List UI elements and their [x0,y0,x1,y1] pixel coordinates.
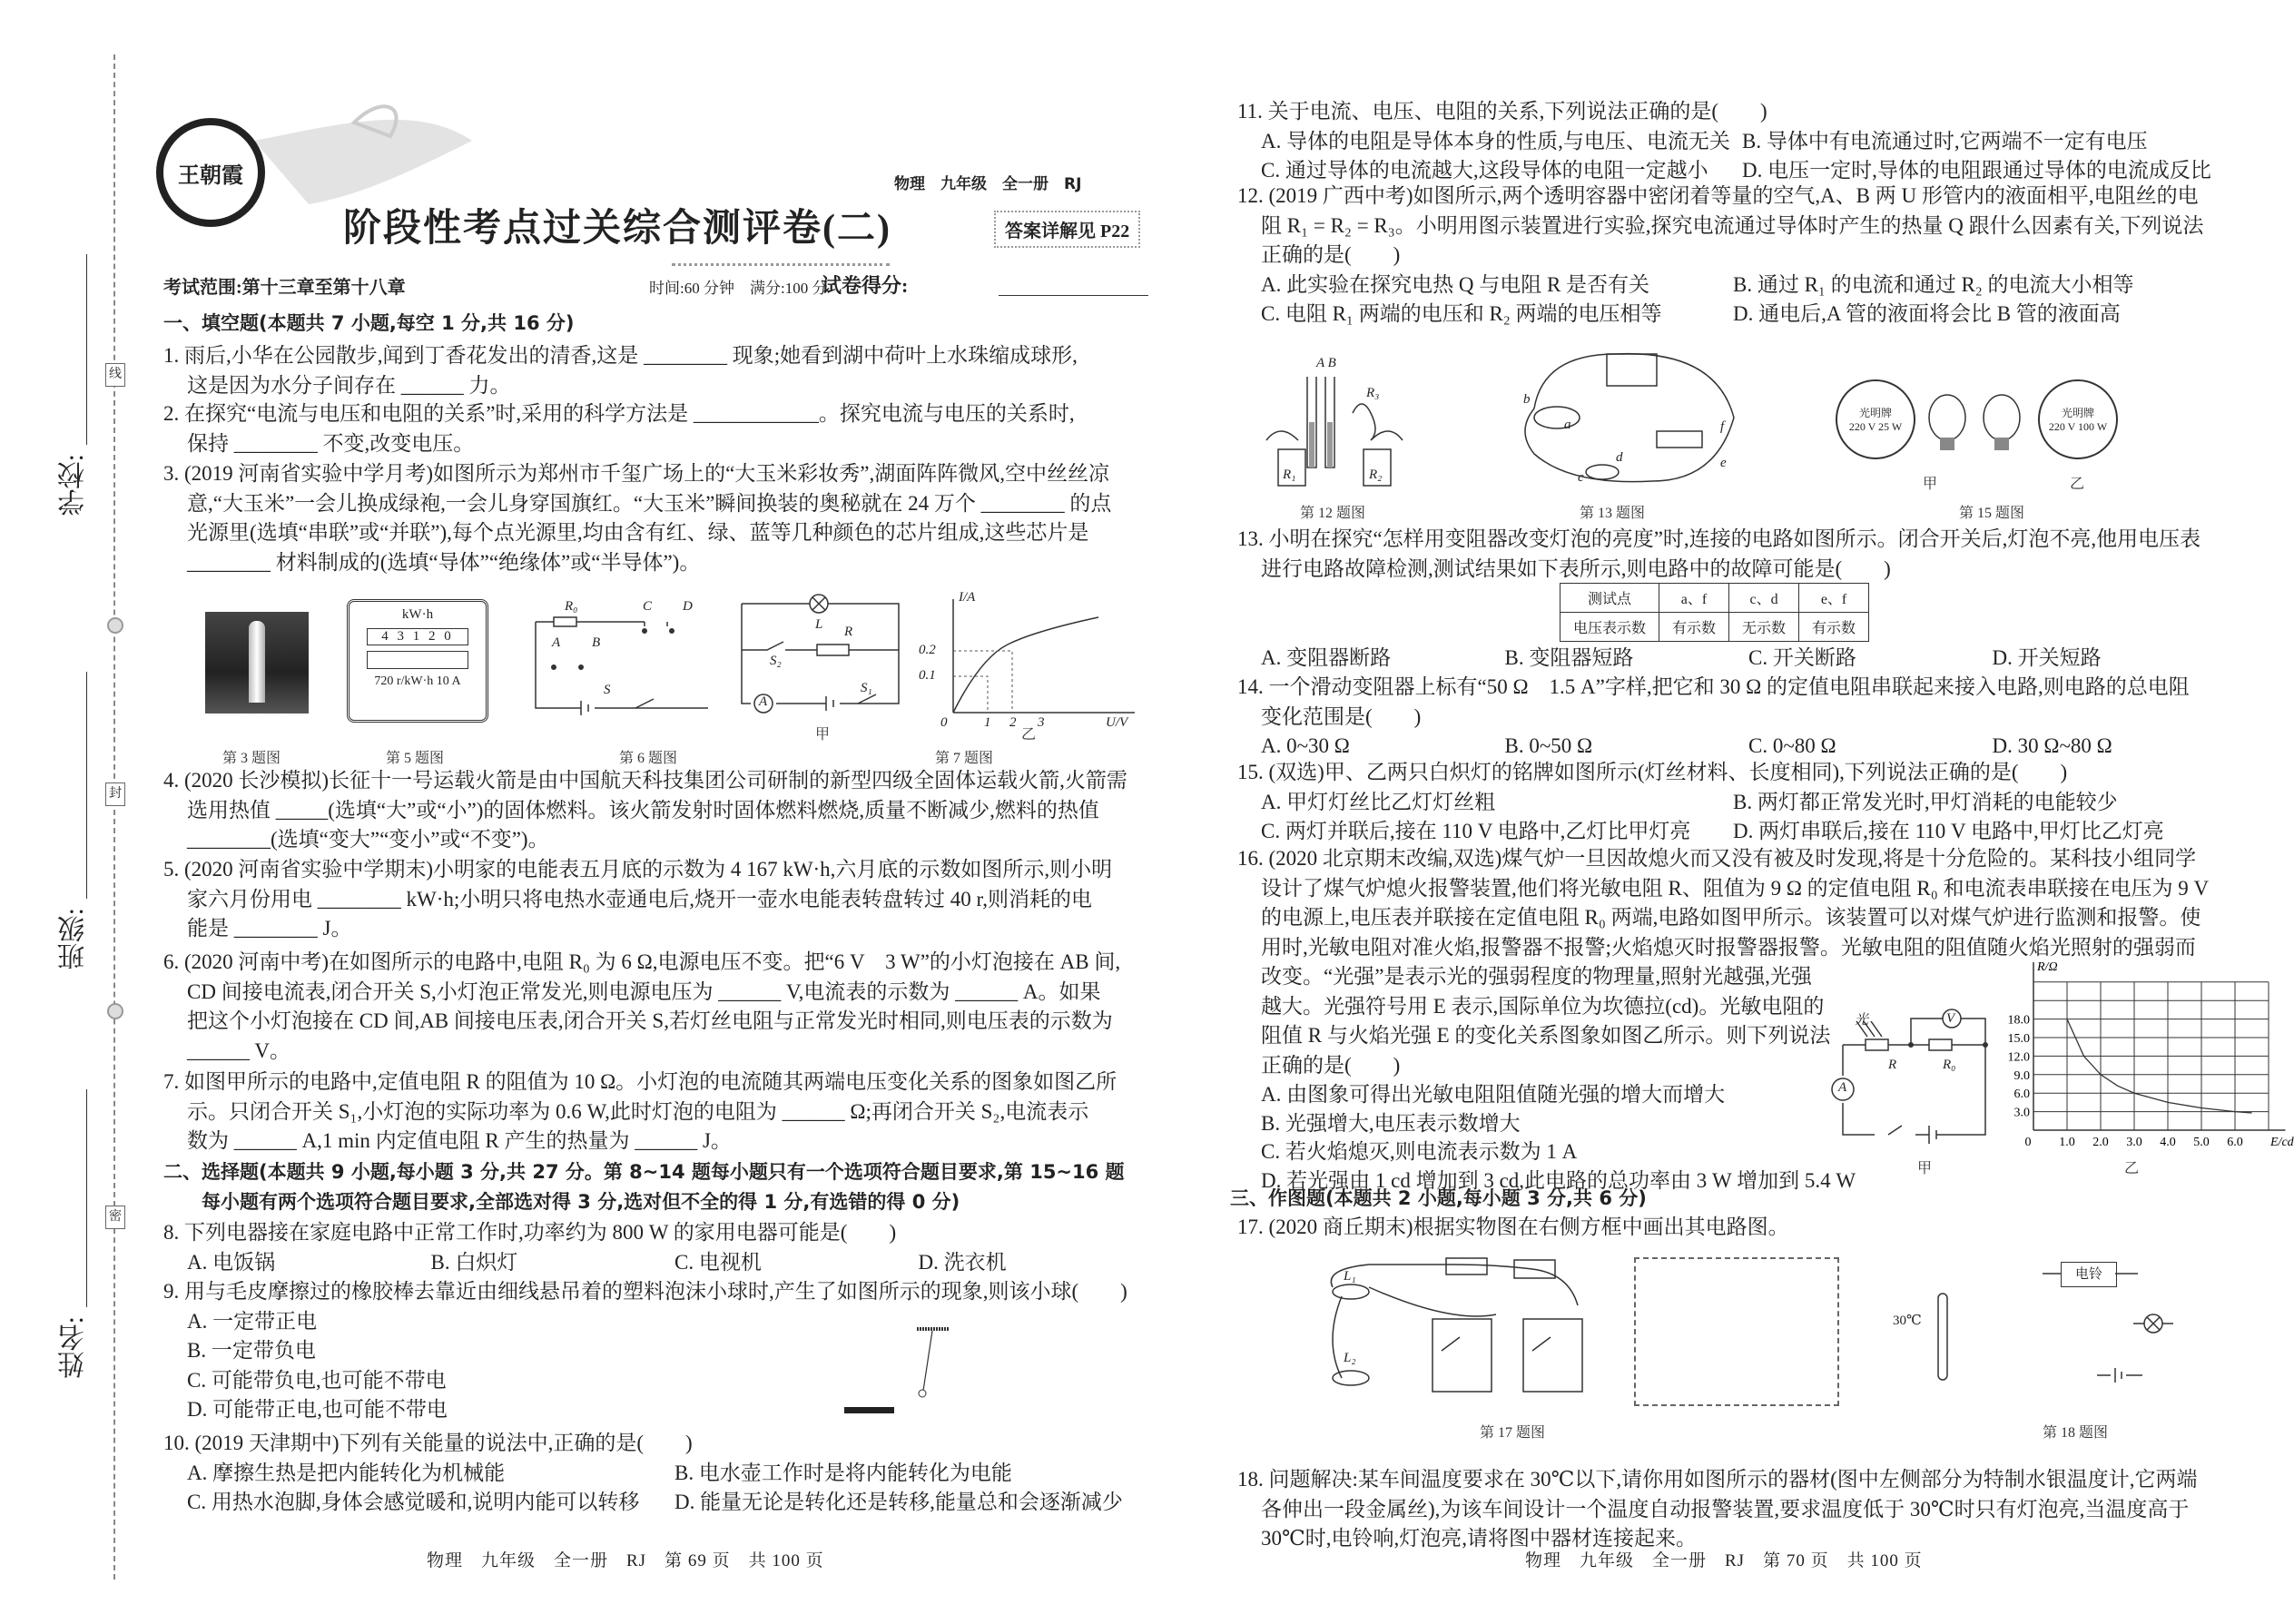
text-line: 正确的是( ) [1261,1053,1401,1077]
figure-9-pendulum [840,1327,958,1418]
graph-origin: 0 [940,715,948,730]
text-line: 10. (2019 天津期中)下列有关能量的说法中,正确的是( ) [163,1432,693,1454]
figure-13-circuit [1507,345,1752,495]
figure-12-caption: 第 12 题图 [1300,506,1366,521]
answer-option: D. 两灯串联后,接在 110 V 电路中,甲灯比乙灯亮 [1733,820,2164,842]
label-ammeter: A [759,694,768,709]
brand: 光明牌 [2061,407,2094,419]
answer-option: D. 开关短路 [1992,646,2102,669]
text-line: 意,“大玉米”一会儿换成绿袍,一会儿身穿国旗红。“大玉米”瞬间换装的奥秘就在 24 万个 ________ 的点 [187,491,1112,515]
label-a: a [1564,418,1571,432]
text-line: 阻 R₁ = R₂ = R₃。小明用图示装置进行实验,探究电流通过导体时产生的热量 Q 跟什么因素有关,下列说法 [1261,213,2204,237]
text-line: ________(选填“变大”“变小”或“不变”)。 [187,828,549,851]
answer-option: D. 可能带正电,也可能不带电 [187,1398,448,1421]
label-s2: S₂ [770,654,782,668]
x-tick-label: 0 [2024,1136,2032,1149]
answer-option: C. 两灯并联后,接在 110 V 电路中,乙灯比甲灯亮 [1261,820,1691,842]
text-line: CD 间接电流表,闭合开关 S,小灯泡正常发光,则电源电压为 ______ V,电流表的示数为 ______ A。如果 [187,979,1101,1003]
question-8-stem [163,1218,1162,1248]
binding-line [113,54,115,1580]
label-d: D [683,599,693,614]
graph-ytick: 0.2 [919,643,936,657]
subject-tags: 物理 九年级 全一册 RJ [894,175,1082,193]
binding-hole-icon [107,1003,123,1019]
x-tick-label: 3.0 [2126,1136,2142,1149]
text-line: 家六月份用电 ________ kW·h;小明只将电热水壶通电后,烧开一壶水电能表转盘转过 40 r,则消耗的电 [187,887,1092,910]
meter-spec: 720 r/kW·h 10 A [374,674,461,688]
text-line: 变化范围是( ) [1261,704,1422,728]
label-f: f [1720,419,1725,434]
question-12-options [1237,271,2236,330]
text-line: 13. 小明在探究“怎样用变阻器改变灯泡的亮度”时,连接的电路如图所示。闭合开关后,灯泡不亮,他用电压表 [1237,527,2201,550]
figure-16-graph [1988,958,2294,1153]
text-line: 用时,光敏电阻对准火焰,报警器不报警;火焰熄灭时报警器报警。光敏电阻的阻值随火焰光照射的强弱而 [1261,935,2196,959]
figure-15-yi: 乙 [2070,477,2085,492]
answer-option: B. 光强增大,电压表示数增大 [1261,1111,1521,1135]
text-line: 改变。“光强”是表示光的强弱程度的物理量,照射光越强,光强 [1261,965,1812,988]
table-cell: 无示数 [1729,613,1799,642]
answer-option: B. 变阻器短路 [1504,646,1634,669]
answer-ref: 答案详解见 P22 [1005,221,1130,241]
answer-option: C. 若火焰熄灭,则电流表示数为 1 A [1261,1140,1578,1163]
figure-3-photo [205,612,309,714]
graph-xtick: 1 [984,715,991,730]
class-label: 班级: [59,908,89,970]
figure-18-components [1915,1257,2188,1384]
question-14-options [1237,732,2236,762]
question-6 [163,948,1120,1066]
question-3 [163,459,1111,577]
answer-option: B. 一定带负电 [187,1339,316,1362]
answer-option: D. 若光强由 1 cd 增加到 3 cd,此电路的总功率由 3 W 增加到 5.4 W [1261,1168,1856,1192]
text-line: 这是因为水分子间存在 ______ 力。 [187,373,511,397]
resistance-curve [2067,1019,2252,1113]
question-9-stem [163,1277,1162,1307]
label-r: R [844,625,853,639]
page-title: 阶段性考点过关综合测评卷(二) [343,208,891,250]
nameplate-yi [2038,379,2118,459]
text-line: 7. 如图甲所示的电路中,定值电阻 R 的阻值为 10 Ω。小灯泡的电流随其两端电压变化关系的图象如图乙所 [163,1070,1117,1093]
label-r0: R₀ [1943,1058,1956,1072]
question-2 [163,399,1075,458]
text-line: 二、选择题(本题共 9 小题,每小题 3 分,共 27 分。第 8~14 题每小题只有一个选项符合题目要求,第 15~16 题 [163,1161,1125,1183]
meter-unit: kW·h [401,607,434,622]
label-c: c [1578,470,1584,485]
text-line: 各伸出一段金属丝),为该车间设计一个温度自动报警装置,要求温度低于 30℃时只有灯泡亮,当温度高于 [1261,1497,2190,1521]
question-13-options-wrap [1237,644,2236,674]
text-line: 5. (2020 河南省实验中学期末)小明家的电能表五月底的示数为 4 167 kW·h,六月底的示数如图所示,则小明 [163,858,1113,881]
question-12 [1237,182,2236,330]
section-3-heading: 三、作图题(本题共 2 小题,每小题 3 分,共 6 分) [1230,1187,1647,1209]
graph-xtick: 3 [1038,715,1045,730]
name-field[interactable] [86,1089,87,1307]
figure-18-caption: 第 18 题图 [2043,1425,2109,1441]
table-cell: 有示数 [1659,613,1729,642]
x-tick-label: 6.0 [2227,1136,2243,1149]
y-axis-label: R/Ω [2037,960,2058,974]
meter-reading: 4 3 1 2 0 [367,628,468,645]
question-17 [1237,1213,1789,1243]
label-a: A [552,635,561,650]
answer-option: A. 电饭锅 [187,1250,276,1274]
question-9-options [163,1307,1162,1425]
question-14 [1237,673,2236,762]
y-tick-label: 3.0 [2013,1106,2030,1120]
question-11 [1237,97,2236,186]
question-13-options [1237,644,2236,674]
answer-option: A. 导体的电阻是导体本身的性质,与电压、电流无关 [1261,129,1730,153]
figure-13-caption: 第 13 题图 [1580,506,1646,521]
spec: 220 V 25 W [1848,420,1903,433]
answer-option: C. 0~80 Ω [1748,734,1836,757]
label-temperature: 30℃ [1893,1314,1922,1328]
question-13-table [1560,583,1869,642]
answer-option: D. 洗衣机 [918,1250,1007,1274]
table-cell: e、f [1799,584,1869,613]
figure-15-jia: 甲 [1923,477,1938,492]
question-11-stem [1237,97,2236,127]
label-r2: R₂ [1369,468,1383,482]
text-line: 16. (2020 北京期末改编,双选)煤气炉一旦因故熄火而又没有被及时发现,将是十分危险的。某科技小组同学 [1237,847,2197,870]
seal-mark: 封 [105,782,125,806]
text-line: ________ 材料制成的(选填“导体”“绝缘体”或“半导体”)。 [187,550,701,574]
answer-option: A. 摩擦生热是把内能转化为机械能 [187,1461,506,1484]
name-label: 姓名: [59,1316,89,1379]
text-line: 选用热值 _____(选填“大”或“小”)的固体燃料。该火箭发射时固体燃料燃烧,质量不断减少,燃料的热值 [187,798,1099,822]
table-cell: 电压表示数 [1561,613,1659,642]
y-tick-label: 18.0 [2007,1013,2030,1028]
graph-xlabel: U/V [1106,715,1128,730]
table-cell: a、f [1659,584,1729,613]
table-cell: 有示数 [1799,613,1869,642]
table-cell: c、d [1729,584,1799,613]
text-line: 6. (2020 河南中考)在如图所示的电路中,电阻 R₀ 为 6 Ω,电源电压不变。把“6 V 3 W”的小灯泡接在 AB 间, [163,950,1121,973]
question-7 [163,1068,1117,1156]
question-4 [163,766,1127,855]
exam-scope: 考试范围:第十三章至第十八章 [163,278,406,298]
question-12-stem [1237,182,2236,271]
figure-6-circuit [527,599,722,722]
figure-7-caption: 第 7 题图 [935,751,994,766]
answer-option: D. 通电后,A 管的液面将会比 B 管的液面高 [1733,302,2121,325]
logo-text: 王朝霞 [178,163,243,188]
text-line: 17. (2020 商丘期末)根据实物图在右侧方框中画出其电路图。 [1237,1216,1789,1238]
question-15 [1237,758,2236,847]
spec: 220 V 100 W [2048,420,2108,433]
drawing-answer-box[interactable] [1634,1257,1839,1406]
x-tick-label: 1.0 [2059,1136,2075,1149]
text-line: 1. 雨后,小华在公园散步,闻到丁香花发出的清香,这是 ________ 现象;她看到湖中荷叶上水珠缩成球形, [163,344,1078,367]
y-tick-label: 9.0 [2013,1068,2030,1083]
question-18 [1237,1465,2198,1554]
label-s1: S₁ [861,681,872,695]
text-line: 3. (2019 河南省实验中学月考)如图所示为郑州市千玺广场上的“大玉米彩妆秀”,湖面阵阵微风,空中丝丝凉 [163,462,1109,485]
binding-hole-icon [107,617,123,634]
answer-option: C. 电视机 [674,1250,762,1274]
answer-option: C. 电阻 R₁ 两端的电压和 R₂ 两端的电压相等 [1261,302,1662,325]
text-line: 的电源上,电压表并联接在定值电阻 R₀ 两端,电路如图甲所示。该装置可以对煤气炉进行监测和报警。使 [1261,906,2201,929]
text-line: 15. (双选)甲、乙两只白炽灯的铭牌如图所示(灯丝材料、长度相同),下列说法正确的是( ) [1237,761,2068,783]
text-line: 把这个小灯泡接在 CD 间,AB 间接电压表,闭合开关 S,若灯丝电阻与正常发光时相同,则电压表的示数为 [187,1009,1113,1032]
graph-ylabel: I/A [959,590,976,605]
figure-7-yi: 乙 [1021,727,1037,743]
label-light: 光 [1855,1013,1869,1028]
school-field[interactable] [86,254,87,445]
label-ab: A B [1316,356,1336,370]
text-line: 进行电路故障检测,测试结果如下表所示,则电路中的故障可能是( ) [1261,556,1891,580]
label-voltmeter: V [1946,1011,1955,1026]
text-line: 数为 ______ A,1 min 内定值电阻 R 产生的热量为 ______ J。 [187,1129,732,1152]
text-line: 4. (2020 长沙模拟)长征十一号运载火箭是由中国航天科技集团公司研制的新型四级全固体运载火箭,火箭需 [163,769,1127,792]
figure-5-meter [347,599,488,723]
answer-option: B. 电水壶工作时是将内能转化为电能 [674,1461,1012,1484]
question-13 [1237,525,2200,584]
text-line: 14. 一个滑动变阻器上标有“50 Ω 1.5 A”字样,把它和 30 Ω 的定值电阻串联起来接入电路,则电路的总电阻 [1237,675,2190,698]
x-tick-label: 5.0 [2193,1136,2210,1149]
answer-option: C. 通过导体的电流越大,这段导体的电阻一定越小 [1261,159,1708,182]
text-line: 8. 下列电器接在家庭电路中正常工作时,功率约为 800 W 的家用电器可能是( ) [163,1221,897,1244]
answer-option: C. 开关断路 [1748,646,1856,669]
text-line: 越大。光强符号用 E 表示,国际单位为坎德拉(cd)。光敏电阻的 [1261,994,1825,1018]
score-label: 试卷得分: [822,274,909,297]
question-10-options [163,1459,1162,1518]
answer-option: A. 由图象可得出光敏电阻阻值随光强的增大而增大 [1261,1083,1726,1106]
text-line: 2. 在探究“电流与电压和电阻的关系”时,采用的科学方法是 ____________。探究电流与电压的关系时, [163,402,1075,425]
label-r0: R₀ [565,599,578,614]
label-s: S [604,683,611,697]
class-field[interactable] [86,672,87,899]
text-line: 光源里(选填“串联”或“并联”),每个点光源里,均由含有红、绿、蓝等几种颜色的芯片组成,这些芯片是 [187,521,1089,544]
text-line: 阻值 R 与火焰光强 E 的变化关系图象如图乙所示。则下列说法 [1261,1024,1831,1047]
text-line: 18. 问题解决:某车间温度要求在 30℃以下,请你用如图所示的器材(图中左侧部分为特制水银温度计,它两端 [1237,1468,2198,1491]
answer-option: A. 变阻器断路 [1261,646,1392,669]
y-tick-label: 6.0 [2013,1088,2030,1102]
figure-17-physical [1314,1251,1678,1414]
question-1 [163,341,1078,400]
right-page-footer: 物理 九年级 全一册 RJ 第 70 页 共 100 页 [1525,1551,1923,1570]
answer-option: C. 可能带负电,也可能不带电 [187,1368,447,1392]
question-10 [163,1429,1162,1518]
answer-ref-box [994,211,1140,248]
figure-15-caption: 第 15 题图 [1959,506,2025,521]
label-e: e [1720,456,1727,470]
figure-17-caption: 第 17 题图 [1480,1425,1546,1441]
answer-option: B. 通过 R₁ 的电流和通过 R₂ 的电流大小相等 [1733,272,2134,296]
x-tick-label: 4.0 [2160,1136,2176,1149]
text-line: 保持 ________ 不变,改变电压。 [187,431,475,455]
label-l: L [815,617,823,632]
answer-option: D. 30 Ω~80 Ω [1992,734,2112,757]
question-14-stem [1237,673,2236,732]
question-5 [163,855,1112,944]
answer-option: D. 电压一定时,导体的电阻跟通过导体的电流成反比 [1742,159,2211,182]
figure-6-caption: 第 6 题图 [619,751,678,766]
question-15-stem [1237,758,2236,788]
answer-option: A. 一定带正电 [187,1309,318,1333]
text-line: ______ V。 [187,1038,290,1062]
x-axis-label: E/cd [2270,1136,2294,1149]
title-dotted-line [672,263,890,266]
section-2-heading [163,1157,1125,1216]
score-field[interactable] [999,295,1148,296]
figure-5-caption: 第 5 题图 [386,751,445,766]
answer-option: D. 能量无论是转化还是转移,能量总和会逐渐减少 [674,1491,1123,1513]
table-cell: 测试点 [1561,584,1659,613]
text-line: 12. (2019 广西中考)如图所示,两个透明容器中密闭着等量的空气,A、B 两 U 形管内的液面相平,电阻丝的电 [1237,184,2199,207]
bell-label: 电铃 [2074,1267,2102,1282]
answer-option: B. 0~50 Ω [1504,734,1593,757]
figure-16-yi: 乙 [2124,1161,2140,1176]
question-11-options [1237,127,2236,186]
logo [156,118,265,227]
time-score: 时间:60 分钟 满分:100 分 [649,280,828,297]
y-tick-label: 15.0 [2007,1032,2030,1046]
brand: 光明牌 [1858,407,1892,419]
graph-ytick: 0.1 [919,668,936,683]
figure-7-jia: 甲 [815,727,831,743]
figure-16-jia: 甲 [1917,1161,1933,1176]
answer-option: B. 两灯都正常发光时,甲灯消耗的电能较少 [1733,790,2118,813]
text-line: 设计了煤气炉熄火报警装置,他们将光敏电阻 R、阻值为 9 Ω 的定值电阻 R₀ 和电流表串联接在电压为 9 V [1261,876,2210,900]
text-line: 30℃时,电铃响,灯泡亮,请将图中器材连接起来。 [1261,1527,1697,1550]
nameplate-jia [1836,379,1915,459]
bulbs-icon [1920,381,2029,463]
answer-option: C. 用热水泡脚,身体会感觉暖和,说明内能可以转移 [187,1491,640,1513]
answer-option: A. 0~30 Ω [1261,734,1350,757]
label-d: d [1616,450,1623,465]
label-r3: R₃ [1366,386,1380,400]
section-1-heading: 一、填空题(本题共 7 小题,每空 1 分,共 16 分) [163,312,575,334]
answer-option: B. 白炽灯 [430,1250,518,1274]
text-line: 9. 用与毛皮摩擦过的橡胶棒去靠近由细线悬吊着的塑料泡沫小球时,产生了如图所示的现象,则该小球( ) [163,1280,1127,1303]
label-b: B [592,635,601,650]
x-tick-label: 2.0 [2092,1136,2109,1149]
question-15-options [1237,788,2236,847]
question-10-stem [163,1429,1162,1459]
left-page-footer: 物理 九年级 全一册 RJ 第 69 页 共 100 页 [427,1551,824,1570]
answer-option: B. 导体中有电流通过时,它两端不一定有电压 [1742,129,2148,153]
text-line: 每小题有两个选项符合题目要求,全部选对得 3 分,选对但不全的得 1 分,有选错的得 0 分) [163,1190,960,1213]
text-line: 正确的是( ) [1261,243,1401,266]
text-line: 11. 关于电流、电压、电阻的关系,下列说法正确的是( ) [1237,100,1767,123]
figure-3-caption: 第 3 题图 [222,751,281,766]
question-8-options [163,1248,1162,1278]
label-l2: L₂ [1344,1351,1356,1365]
text-line: 示。只闭合开关 S₁,小灯泡的实际功率为 0.6 W,此时灯泡的电阻为 ______ Ω;再闭合开关 S₂,电流表示 [187,1099,1089,1123]
graph-xtick: 2 [1009,715,1017,730]
label-r: R [1888,1058,1897,1072]
label-r1: R₁ [1283,468,1296,482]
label-ammeter: A [1838,1080,1847,1095]
label-b: b [1523,392,1531,407]
seal-mark: 密 [105,1206,125,1229]
seal-mark: 线 [105,363,125,387]
answer-option: A. 甲灯灯丝比乙灯灯丝粗 [1261,790,1496,813]
label-l1: L₁ [1344,1269,1356,1284]
question-9 [163,1277,1162,1425]
figure-7-graph [917,595,1153,731]
y-tick-label: 12.0 [2007,1050,2030,1065]
question-8 [163,1218,1162,1277]
label-c: C [643,599,653,614]
answer-option: A. 此实验在探究电热 Q 与电阻 R 是否有关 [1261,272,1650,296]
text-line: 能是 ________ J。 [187,917,352,940]
school-label: 学校: [59,454,89,517]
